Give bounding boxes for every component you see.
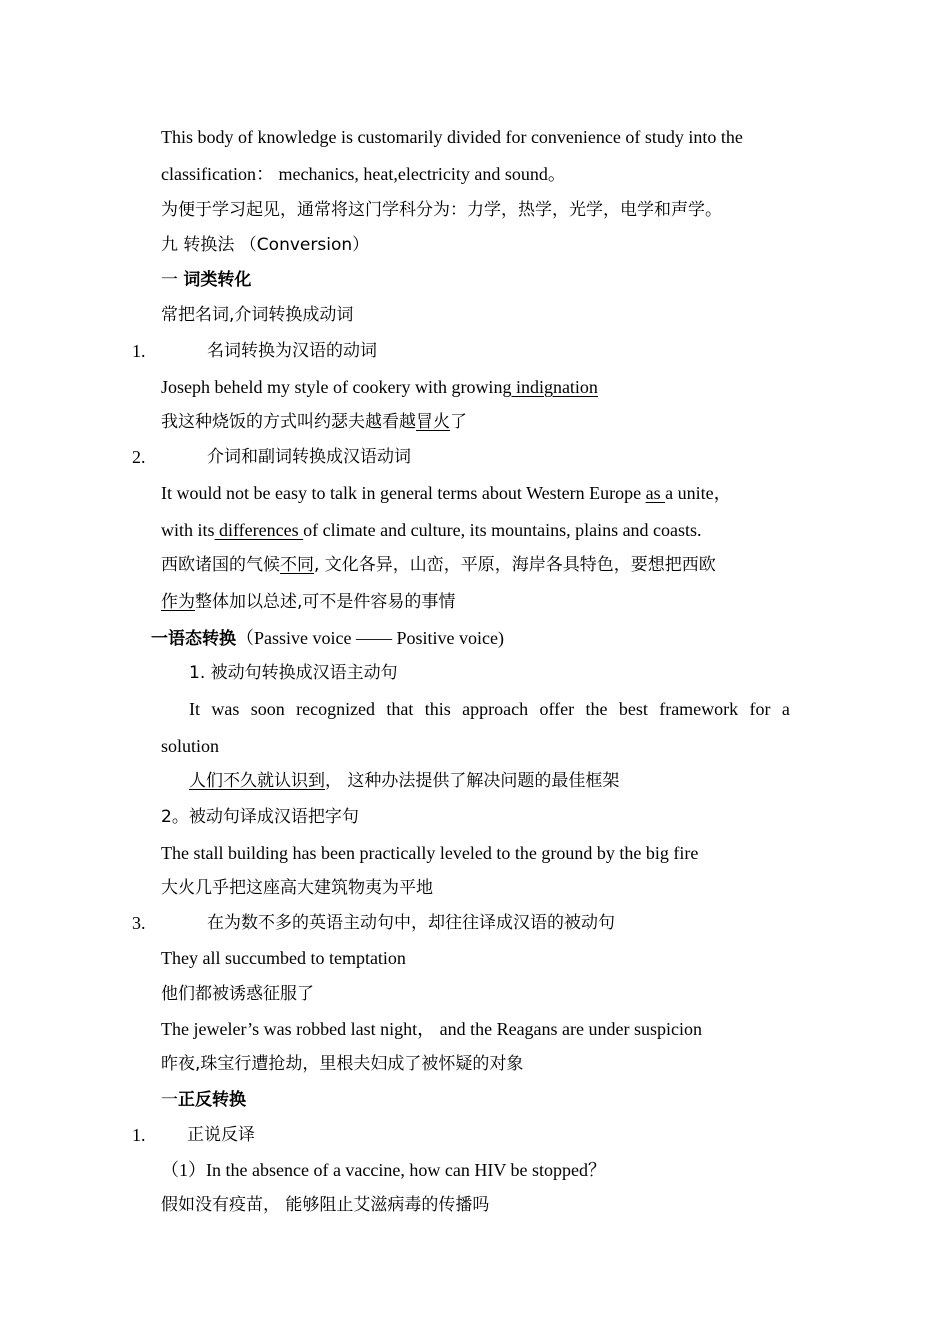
example-sentence: They all succumbed to temptation (161, 948, 406, 968)
list-number: 2. (132, 447, 146, 467)
word: approach (462, 699, 529, 719)
paragraph-line: 常把名词,介词转换成动词 (161, 305, 354, 325)
list-item-heading: 1. 被动句转换成汉语主动句 (189, 663, 398, 683)
text-run: 整体加以总述,可不是件容易的事情 (195, 592, 456, 612)
example-sentence (161, 480, 732, 506)
text-run: of climate and culture, its mountains, plains and coasts. (303, 520, 702, 540)
translation-line: 大火几乎把这座高大建筑物夷为平地 (161, 878, 433, 898)
translation-line: 他们都被诱惑征服了 (161, 984, 314, 1004)
heading-text: 词类转化 (183, 270, 252, 290)
word: It (189, 699, 200, 719)
word: a (781, 699, 790, 719)
word: for (749, 699, 771, 719)
underlined-word: 作为 (161, 592, 195, 612)
list-number: 1. (132, 341, 146, 361)
heading-dash: 一 (161, 270, 184, 290)
text-run: Joseph beheld my style of cookery with growing (161, 377, 512, 397)
list-item-heading: 名词转换为汉语的动词 (207, 341, 377, 361)
paragraph-line: This body of knowledge is customarily divided for convenience of study into the (161, 127, 743, 147)
paragraph-line: classification： mechanics, heat,electricity and sound。 (161, 164, 566, 184)
word: soon (250, 699, 285, 719)
translation-line (189, 768, 619, 794)
text-run: ， 这种办法提供了解决问题的最佳框架 (325, 771, 620, 791)
text-run: a unite， (665, 483, 732, 503)
subsection-heading (151, 625, 504, 652)
translation-line: 为便于学习起见，通常将这门学科分为：力学，热学，光学，电学和声学。 (161, 200, 722, 220)
list-item-heading: 2。被动句译成汉语把字句 (161, 807, 359, 827)
word: this (424, 699, 451, 719)
word: was (211, 699, 240, 719)
word: offer (539, 699, 575, 719)
list-item-heading: 介词和副词转换成汉语动词 (207, 447, 411, 467)
section-heading: 九 转换法 （Conversion） (161, 235, 370, 255)
example-sentence (189, 696, 790, 722)
underlined-word: 冒火 (416, 412, 450, 432)
list-number: 1. (132, 1125, 146, 1145)
subsection-heading (161, 1087, 246, 1113)
text-run: 西欧诸国的气候 (161, 555, 280, 575)
example-sentence: The stall building has been practically leveled to the ground by the big fire (161, 843, 699, 863)
translation-line (161, 552, 716, 578)
subsection-heading (161, 267, 251, 293)
example-sentence (161, 374, 598, 400)
underlined-word: indignation (511, 377, 598, 397)
word: the (585, 699, 608, 719)
list-item-heading: 在为数不多的英语主动句中，却往往译成汉语的被动句 (207, 913, 615, 933)
underlined-word: 人们不久就认识到 (189, 771, 325, 791)
translation-line (161, 589, 455, 615)
word: best (618, 699, 648, 719)
word: framework (659, 699, 739, 719)
translation-line: 昨夜,珠宝行遭抢劫，里根夫妇成了被怀疑的对象 (161, 1054, 524, 1074)
example-sentence (161, 517, 702, 543)
heading-note: （Passive voice —— Positive voice) (236, 628, 504, 648)
example-sentence: The jeweler’s was robbed last night， and the Reagans are under suspicion (161, 1019, 703, 1039)
underlined-word: 不同 (280, 555, 314, 575)
translation-line: 假如没有疫苗， 能够阻止艾滋病毒的传播吗 (161, 1195, 490, 1215)
text-run: , 文化各异，山峦，平原，海岸各具特色，要想把西欧 (314, 555, 716, 575)
heading-text: 正反转换 (178, 1090, 246, 1110)
text-run: 我这种烧饭的方式叫约瑟夫越看越 (161, 412, 416, 432)
word: recognized (296, 699, 376, 719)
list-number: 3. (132, 913, 146, 933)
example-sentence: solution (161, 736, 220, 756)
underlined-word: as (645, 483, 666, 503)
text-run: It would not be easy to talk in general terms about Western Europe (161, 483, 646, 503)
text-run: with its (161, 520, 215, 540)
text-run: 了 (450, 412, 467, 432)
heading-dash: 一 (161, 1090, 178, 1110)
list-item-heading: 正说反译 (187, 1125, 255, 1145)
example-sentence: （1）In the absence of a vaccine, how can HIV be stopped？ (161, 1160, 607, 1180)
translation-line (161, 409, 467, 435)
heading-text: 一语态转换 (151, 629, 236, 649)
word: that (386, 699, 414, 719)
underlined-word: differences (214, 520, 304, 540)
